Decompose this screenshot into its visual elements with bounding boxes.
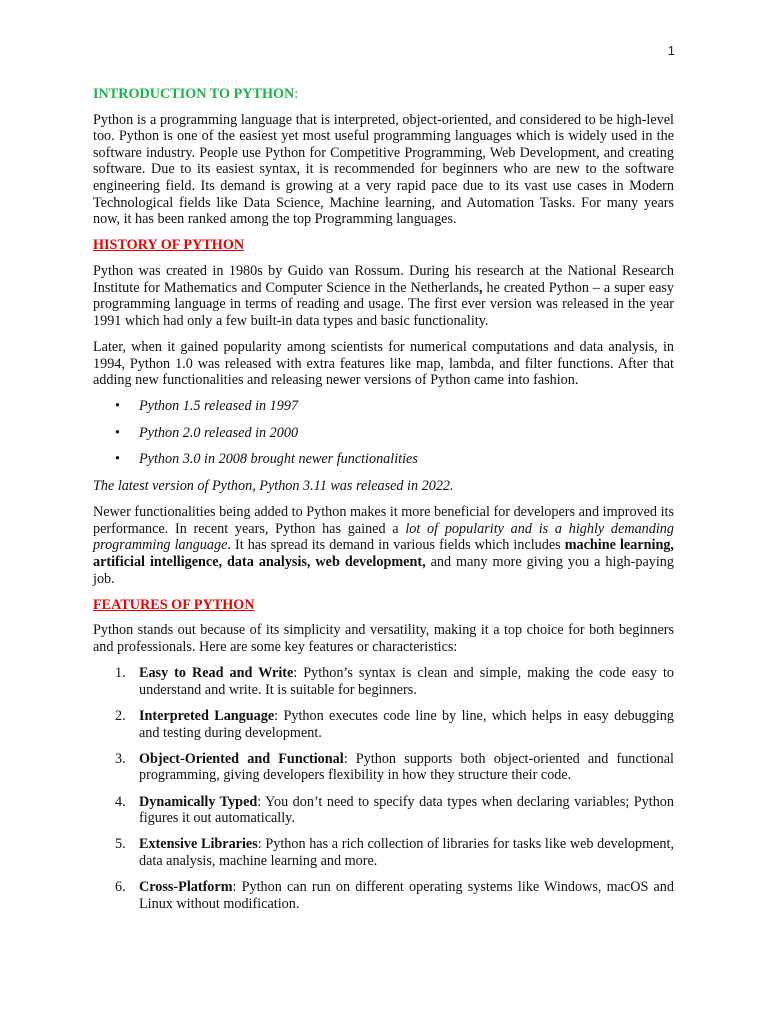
feature-number: 1. — [115, 665, 126, 682]
history-p1-text-b: he created Python – a super easy programming language in terms of reading and usage. The first ever version was released in the year 1991 which had only a few built-in data types and basic functionality. — [93, 279, 674, 329]
history-p3-italic: lot of popularity and is a highly demanding programming language — [93, 520, 674, 554]
history-paragraph-2: Later, when it gained popularity among scientists for numerical computations and data analysis, in 1994, Python 1.0 was released with extra features like map, lambda, and filter functions. After that adding new functionalities and releasing newer versions of Python came into fashion. — [93, 338, 674, 389]
feature-title: Easy to Read and Write — [139, 665, 294, 682]
history-p3-text-c: and many more giving you a high-paying job. — [93, 554, 674, 587]
history-heading: HISTORY OF PYTHON — [93, 237, 245, 254]
feature-title: Dynamically Typed — [139, 793, 258, 810]
feature-text: : Python has a rich collection of libraries for tasks like web development, data analysis, machine learning and more. — [139, 836, 674, 869]
intro-heading-colon: : — [294, 86, 299, 102]
features-list — [93, 665, 674, 912]
release-item: • Python 2.0 released in 2000 — [93, 425, 674, 442]
features-intro: Python stands out because of its simplicity and versatility, making it a top choice for both beginners and professionals. Here are some key features or characteristics: — [93, 622, 674, 655]
feature-number: 5. — [115, 836, 126, 853]
feature-item — [93, 665, 674, 698]
feature-number: 6. — [115, 879, 126, 896]
feature-title: Object-Oriented and Functional — [139, 750, 344, 767]
feature-item — [93, 708, 674, 741]
intro-heading-text: INTRODUCTION TO PYTHON — [93, 86, 295, 102]
history-p1-text-a: Python was created in 1980s by Guido van Rossum. During his research at the National Research Institute for Mathematics and Computer Science in the Netherlands — [93, 262, 674, 296]
history-paragraph-1 — [93, 263, 674, 329]
feature-text: : Python’s syntax is clean and simple, making the code easy to understand and write. It is suitable for beginners. — [139, 665, 675, 698]
history-p3-text-b: . It has spread its demand in various fields which includes — [227, 537, 565, 554]
release-item: • Python 1.5 released in 1997 — [93, 398, 674, 415]
feature-number: 4. — [115, 793, 126, 810]
feature-title: Cross-Platform — [139, 879, 233, 896]
release-list — [93, 398, 674, 468]
feature-text: : You don’t need to specify data types when declaring variables; Python figures it out automatically. — [139, 793, 674, 827]
page-number: 1 — [667, 43, 675, 58]
feature-item — [93, 836, 674, 869]
feature-text: : Python executes code line by line, which helps in easy debugging and testing during development. — [139, 707, 674, 741]
document-body — [93, 86, 674, 922]
feature-number: 3. — [115, 750, 126, 767]
feature-title: Extensive Libraries — [139, 836, 258, 853]
feature-title: Interpreted Language — [139, 707, 275, 724]
history-p3-bold: machine learning, artificial intelligence, data analysis, web development, — [93, 537, 674, 571]
history-p1-comma: , — [479, 279, 483, 296]
features-heading: FEATURES OF PYTHON — [93, 596, 255, 613]
feature-text: : Python supports both object-oriented and functional programming, giving developers flexibility in how they structure their code. — [139, 750, 674, 784]
history-p3-text-a: Newer functionalities being added to Python makes it more beneficial for developers and improved its performance. In recent years, Python has gained a — [93, 504, 674, 537]
intro-paragraph: Python is a programming language that is interpreted, object-oriented, and considered to be high-level too. Python is one of the easiest yet most useful programming languages which is widely used in the software industry. People use Python for Competitive Programming, Web Development, and creating software. Due to its easiest syntax, it is recommended for beginners who are new to the software engineering field. Its demand is growing at a very rapid pace due to its vast use cases in Modern Technological fields like Data Science, Machine learning, and Automation Tasks. For many years now, it has been ranked among the top Programming languages. — [93, 111, 674, 228]
feature-item — [93, 751, 674, 784]
release-item: • Python 3.0 in 2008 brought newer functionalities — [93, 451, 674, 468]
intro-heading — [93, 86, 674, 103]
feature-item — [93, 794, 674, 827]
feature-text: : Python can run on different operating systems like Windows, macOS and Linux without modification. — [139, 879, 674, 912]
feature-item — [93, 879, 674, 912]
history-paragraph-3 — [93, 504, 674, 587]
latest-version: The latest version of Python, Python 3.11 was released in 2022. — [93, 478, 454, 495]
feature-number: 2. — [115, 707, 126, 724]
